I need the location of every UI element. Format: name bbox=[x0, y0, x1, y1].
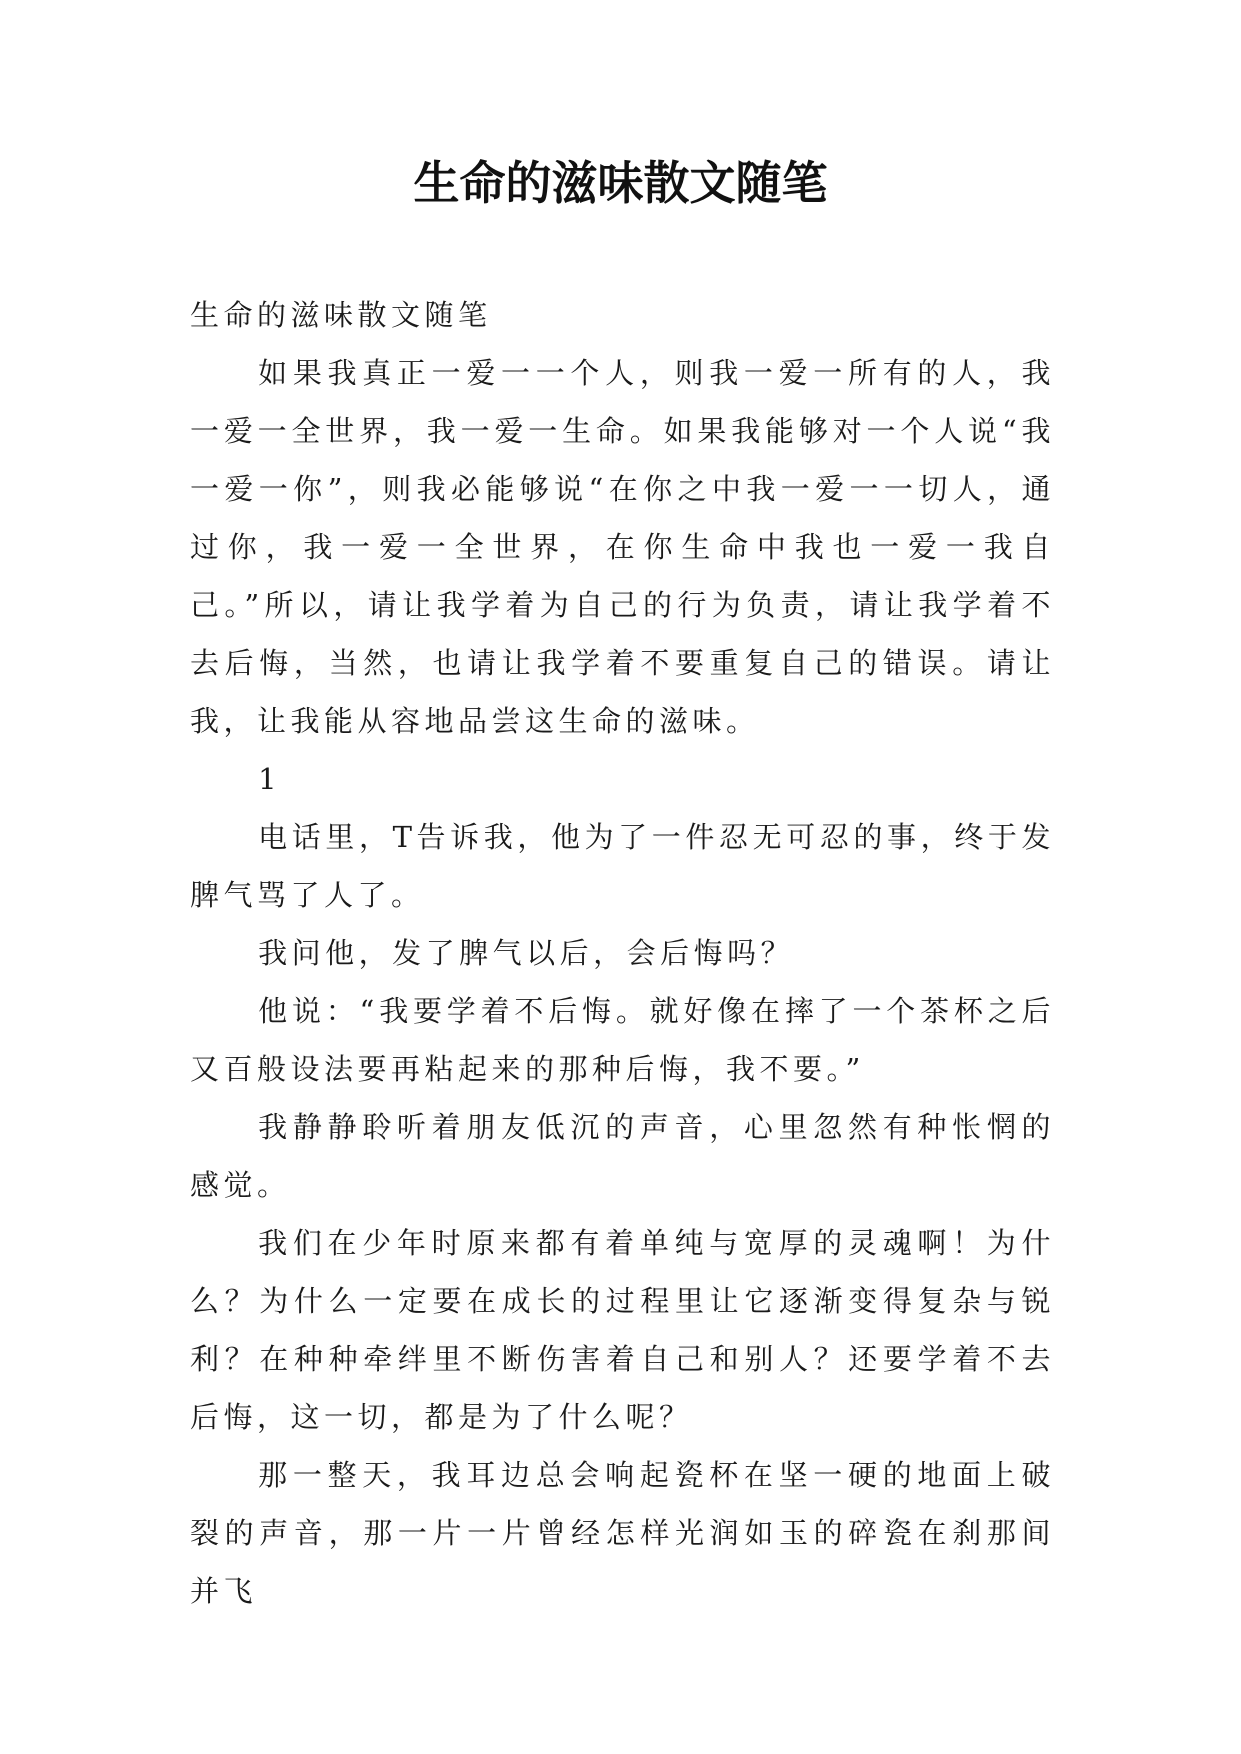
paragraph: 那一整天，我耳边总会响起瓷杯在坚一硬的地面上破裂的声音，那一片一片曾经怎样光润如玉的碎瓷在刹那间并飞 bbox=[190, 1458, 1055, 1608]
document-subtitle: 生命的滋味散文随笔 bbox=[190, 298, 492, 332]
paragraph: 我们在少年时原来都有着单纯与宽厚的灵魂啊！为什么？为什么一定要在成长的过程里让它逐渐变得复杂与锐利？在种种牵绊里不断伤害着自己和别人？还要学着不去后悔，这一切，都是为了什么呢？ bbox=[190, 1226, 1055, 1434]
paragraph: 我问他，发了脾气以后，会后悔吗？ bbox=[258, 936, 795, 970]
paragraph: 他说：“我要学着不后悔。就好像在摔了一个茶杯之后又百般设法要再粘起来的那种后悔，我不要。” bbox=[190, 994, 1055, 1086]
paragraph: 电话里，T告诉我，他为了一件忍无可忍的事，终于发脾气骂了人了。 bbox=[190, 820, 1055, 912]
section-number: 1 bbox=[258, 762, 282, 796]
document-body bbox=[190, 286, 1055, 1620]
paragraph: 如果我真正一爱一一个人，则我一爱一所有的人，我一爱一全世界，我一爱一生命。如果我能够对一个人说“我一爱一你”，则我必能够说“在你之中我一爱一一切人，通过你，我一爱一全世界，在你生命中我也一爱一我自己。”所以，请让我学着为自己的行为负责，请让我学着不去后悔，当然，也请让我学着不要重复自己的错误。请让我，让我能从容地品尝这生命的滋味。 bbox=[190, 356, 1055, 738]
paragraph: 我静静聆听着朋友低沉的声音，心里忽然有种怅惘的感觉。 bbox=[190, 1110, 1055, 1202]
document-title: 生命的滋味散文随笔 bbox=[413, 156, 828, 210]
